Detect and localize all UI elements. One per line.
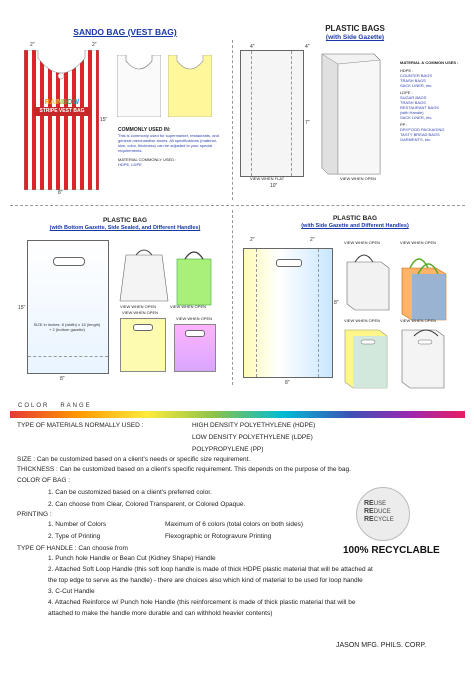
gazette-fold-line xyxy=(318,249,319,377)
bottom-gazette-dim-bottom: 8" xyxy=(60,376,65,382)
side-handles-bag-1 xyxy=(345,246,393,317)
type-item: HIGH DENSITY POLYETHYLENE (HDPE) xyxy=(192,422,316,429)
gazette-flat-bag xyxy=(240,50,304,177)
sando-dim-bottom: 8" xyxy=(58,190,63,196)
gazette-materials: MATERIAL & COMMON USES : HDPE : COUNTER BAGS TRASH BAGS SACK LINER, etc. LDPE : SUGAR BAGS TRASH BAGS RESTAURANT BAGS (with Handle) SACK LINER, etc. PP : DRYFOOD PACKAGING TASTY BREAD BAGS GARMENTS, etc. xyxy=(400,60,470,142)
color-range-label: COLOR RANGE xyxy=(18,403,92,409)
bottom-gazette-bag-2 xyxy=(175,245,215,312)
section-divider-vertical-top xyxy=(232,40,233,200)
sando-title: SANDO BAG (VEST BAG) xyxy=(73,27,177,37)
bean-cut-handle xyxy=(53,257,85,266)
side-handles-dim-side: 8" xyxy=(334,300,339,306)
color-title: COLOR OF BAG : xyxy=(17,477,71,484)
printing-key: 2. Type of Printing xyxy=(48,533,101,540)
gazette-dim-side: 7" xyxy=(305,120,310,126)
bottom-gazette-label-4: VIEW WHEN OPEN xyxy=(176,316,213,321)
side-handles-dim-bottom: 8" xyxy=(285,380,290,386)
bean-cut-handle xyxy=(276,259,302,267)
gazette-label-open: VIEW WHEN OPEN xyxy=(340,176,377,181)
type-item: LOW DENSITY POLYETHYLENE (LDPE) xyxy=(192,434,313,441)
side-handles-label-3: VIEW WHEN OPEN xyxy=(344,318,381,323)
recycle-logo-text: REUSE REDUCE RECYCLE xyxy=(364,500,394,523)
side-handles-label-2: VIEW WHEN OPEN xyxy=(400,240,437,245)
gazette-fold-line xyxy=(251,51,252,176)
gazette-dim-top2: 4" xyxy=(305,44,310,50)
sando-bag-logo-text: RAINBOW STRIPE VEST BAG xyxy=(34,98,90,116)
color-item: 2. Can choose from Clear, Colored Transparent, or Colored Opaque. xyxy=(48,501,246,508)
bottom-gazette-bag-4 xyxy=(174,324,216,372)
hdpe-use: COUNTER BAGS xyxy=(400,73,433,78)
types-label: TYPE OF MATERIALS NORMALLY USED : xyxy=(17,422,144,429)
bottom-gazette-bag-1 xyxy=(118,245,170,308)
bottom-fold-line xyxy=(28,356,108,357)
recycle-logo xyxy=(356,487,410,541)
ldpe-use: TRASH BAGS xyxy=(400,100,426,105)
sando-used-block: COMMONLY USED IN: This is commonly used for supermarket, restaurants, and general merchandise stores. All specifications (material, size, color, thickness) can be adjusted to your special requirements. MATERIAL COMMONLY USED : HDPE, LDPE xyxy=(118,127,219,167)
printing-key: 1. Number of Colors xyxy=(48,521,107,528)
handle-item: 3. C-Cut Handle xyxy=(48,588,95,595)
bottom-gazette-title: PLASTIC BAG xyxy=(102,217,148,224)
sando-dim-side: 15" xyxy=(100,117,108,123)
gazette-title: PLASTIC BAGS xyxy=(325,24,385,33)
size-line: SIZE : Can be customized based on a client's needs or specific size requirement. xyxy=(17,456,251,463)
sando-white-bag xyxy=(117,55,161,122)
side-handles-label-1: VIEW WHEN OPEN xyxy=(344,240,381,245)
thickness-line: THICKNESS : Can be customized based on a client's specific requirement. This depends on the purpose of the bag. xyxy=(17,466,351,473)
gazette-fold-line xyxy=(256,249,257,377)
pp-use: TASTY BREAD BAGS xyxy=(400,132,440,137)
gazette-dim-bottom: 10" xyxy=(270,183,278,189)
handle-item: 4. Attached Reinforce w/ Punch hole Handle (this reinforcement is made of thick plastic material that will be xyxy=(48,599,356,606)
sando-yellow-bag xyxy=(168,55,212,122)
bean-cut-handle xyxy=(133,324,153,331)
ldpe-use: RESTAURANT BAGS xyxy=(400,105,439,110)
side-handles-title: PLASTIC BAG xyxy=(332,215,378,222)
color-item: 1. Can be customized based on a client's preferred color. xyxy=(48,489,212,496)
bottom-gazette-subtitle: (with Bottom Gazette, Side Sealed, and Different Handles) xyxy=(49,225,201,231)
gazette-fold-line xyxy=(291,51,292,176)
printing-value: Maximum of 6 colors (total colors on both sides) xyxy=(165,521,303,528)
bottom-gazette-label-1: VIEW WHEN OPEN xyxy=(120,304,157,309)
printing-value: Flexographic or Rotogravure Printing xyxy=(165,533,272,540)
color-range-bar xyxy=(10,411,465,418)
side-handles-bag-4 xyxy=(400,326,448,395)
hdpe-use: SACK LINER, etc. xyxy=(400,83,433,88)
ldpe-use: (with Handle) xyxy=(400,110,424,115)
handle-item: 2. Attached Soft Loop Handle (this soft loop handle is made of thick HDPE plastic material that will be attached at xyxy=(48,566,373,573)
pp-use: DRYFOOD PACKAGING xyxy=(400,127,445,132)
sando-dim-top: 2" xyxy=(30,42,35,48)
gazette-label-flat: VIEW WHEN FLAT xyxy=(250,176,285,181)
ldpe-use: SUGAR BAGS xyxy=(400,95,427,100)
side-handles-dim-top: 2" xyxy=(250,237,255,243)
sando-striped-bag xyxy=(24,50,99,190)
side-handles-subtitle: (with Side Gazette and Different Handles) xyxy=(301,223,409,229)
printing-title: PRINTING : xyxy=(17,511,52,518)
side-handles-bag-2 xyxy=(400,246,450,327)
section-divider-vertical-mid xyxy=(232,210,233,385)
bean-cut-handle xyxy=(185,330,205,337)
gazette-subtitle: (with Side Gazette) xyxy=(325,34,385,41)
ldpe-use: SACK LINER, etc. xyxy=(400,115,433,120)
handle-item: the top edge to serve as the handle) - there are choices also which kind of material to be used for loop handle xyxy=(48,577,363,584)
gazette-open-bag xyxy=(318,50,394,183)
hdpe-use: TRASH BAGS xyxy=(400,78,426,83)
handle-item: attached to make the handle more durable and can withhold heavier contents) xyxy=(48,610,273,617)
pp-use: GARMENTS, etc. xyxy=(400,137,432,142)
recyclable-label: 100% RECYCLABLE xyxy=(343,545,440,556)
bottom-gazette-main-bag xyxy=(27,240,109,374)
type-item: POLYPROPYLENE (PP) xyxy=(192,446,264,453)
bottom-gazette-size-text: SIZE in inches: 8 (width) x 15 (length) + 2 (bottom gazette) xyxy=(33,322,101,332)
side-handles-dim-top2: 2" xyxy=(310,237,315,243)
side-handles-main-bag xyxy=(243,248,333,378)
handle-item: 1. Punch hole Handle or Bean Cut (Kidney Shape) Handle xyxy=(48,555,216,562)
side-handles-bag-3 xyxy=(343,326,391,395)
bottom-gazette-bag-3 xyxy=(120,318,166,372)
bottom-gazette-label-2: VIEW WHEN OPEN xyxy=(170,304,207,309)
sando-dim-top2: 2" xyxy=(92,42,97,48)
handle-title: TYPE OF HANDLE : Can choose from xyxy=(17,545,128,552)
bottom-gazette-label-3: VIEW WHEN OPEN xyxy=(122,310,159,315)
section-divider-horizontal xyxy=(10,205,465,206)
bottom-gazette-dim-side: 15" xyxy=(18,305,26,311)
company-name: JASON MFG. PHILS. CORP. xyxy=(336,642,427,649)
side-handles-label-4: VIEW WHEN OPEN xyxy=(400,318,437,323)
gazette-dim-top: 4" xyxy=(250,44,255,50)
